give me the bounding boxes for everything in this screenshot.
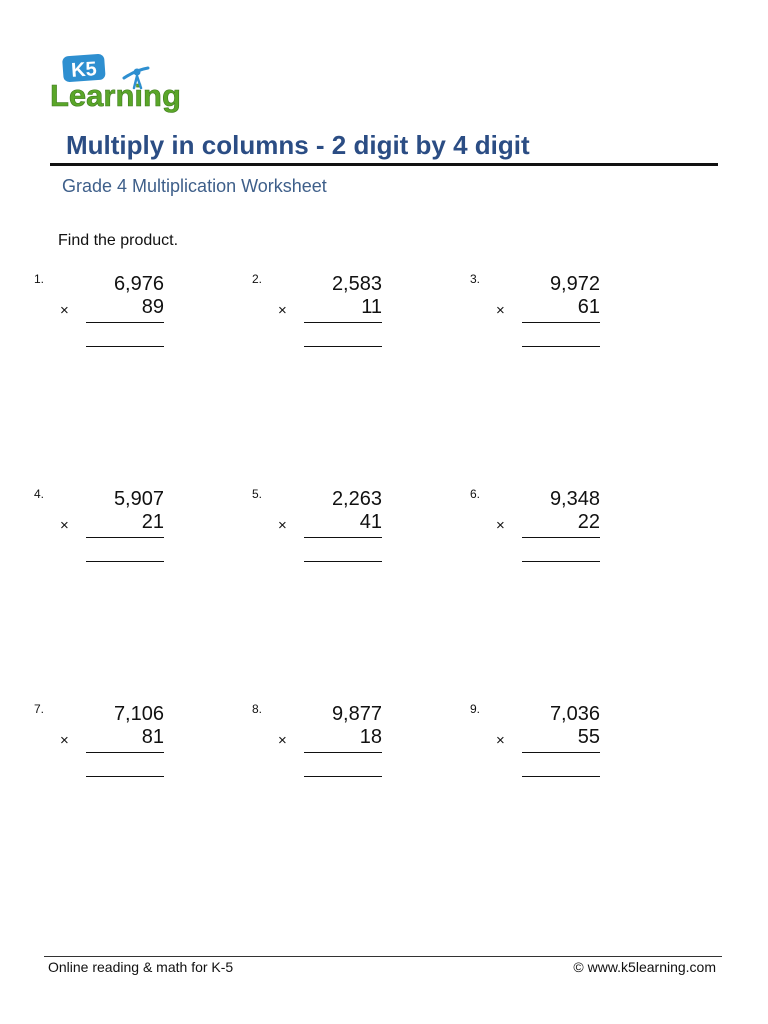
product-line	[86, 752, 164, 753]
footer-website: © www.k5learning.com	[573, 959, 716, 975]
problem-number: 7.	[34, 702, 45, 716]
times-sign: ×	[60, 517, 69, 534]
multiplicand: 7,106	[113, 703, 164, 725]
answer-blank[interactable]	[86, 561, 164, 562]
multiplicand: 9,877	[331, 703, 382, 725]
logo-badge-text: K5	[70, 58, 98, 82]
product-line	[86, 537, 164, 538]
multiplicand: 9,972	[549, 273, 600, 295]
problem-2	[252, 272, 382, 362]
problem-1	[34, 272, 164, 362]
multiplier: 89	[141, 296, 164, 318]
product-line	[304, 752, 382, 753]
title-divider	[50, 163, 718, 166]
problem-number: 6.	[470, 487, 481, 501]
answer-blank[interactable]	[522, 561, 600, 562]
product-line	[522, 752, 600, 753]
problem-5	[252, 487, 382, 577]
multiplicand: 2,263	[331, 488, 382, 510]
answer-blank[interactable]	[522, 776, 600, 777]
k5-learning-logo	[48, 50, 188, 114]
problem-4	[34, 487, 164, 577]
multiplicand: 5,907	[113, 488, 164, 510]
multiplicand: 2,583	[331, 273, 382, 295]
worksheet-title: Multiply in columns - 2 digit by 4 digit	[66, 130, 530, 160]
product-line	[304, 322, 382, 323]
multiplier: 41	[359, 511, 382, 533]
footer-divider	[44, 956, 722, 957]
problem-7	[34, 702, 164, 792]
answer-blank[interactable]	[304, 561, 382, 562]
multiplier: 55	[577, 726, 600, 748]
problem-number: 5.	[252, 487, 263, 501]
problem-number: 8.	[252, 702, 263, 716]
times-sign: ×	[496, 732, 505, 749]
problem-9	[470, 702, 600, 792]
multiplicand: 6,976	[113, 273, 164, 295]
product-line	[522, 322, 600, 323]
worksheet-subtitle: Grade 4 Multiplication Worksheet	[62, 176, 327, 196]
instructions: Find the product.	[58, 232, 179, 249]
problem-number: 2.	[252, 272, 263, 286]
multiplier: 11	[361, 296, 382, 318]
multiplicand: 9,348	[549, 488, 600, 510]
times-sign: ×	[278, 302, 287, 319]
times-sign: ×	[278, 732, 287, 749]
problem-number: 1.	[34, 272, 45, 286]
multiplicand: 7,036	[549, 703, 600, 725]
footer-tagline: Online reading & math for K-5	[48, 959, 234, 975]
problem-number: 9.	[470, 702, 481, 716]
answer-blank[interactable]	[522, 346, 600, 347]
multiplier: 22	[577, 511, 600, 533]
product-line	[86, 322, 164, 323]
times-sign: ×	[496, 302, 505, 319]
problem-6	[470, 487, 600, 577]
logo-wordmark: Learning	[50, 78, 181, 113]
multiplier: 21	[141, 511, 164, 533]
problem-8	[252, 702, 382, 792]
product-line	[522, 537, 600, 538]
problem-3	[470, 272, 600, 362]
multiplier: 18	[359, 726, 382, 748]
times-sign: ×	[60, 302, 69, 319]
answer-blank[interactable]	[86, 776, 164, 777]
answer-blank[interactable]	[304, 776, 382, 777]
multiplier: 81	[141, 726, 164, 748]
problem-number: 3.	[470, 272, 481, 286]
product-line	[304, 537, 382, 538]
answer-blank[interactable]	[86, 346, 164, 347]
problem-number: 4.	[34, 487, 45, 501]
multiplier: 61	[577, 296, 600, 318]
times-sign: ×	[60, 732, 69, 749]
times-sign: ×	[496, 517, 505, 534]
times-sign: ×	[278, 517, 287, 534]
answer-blank[interactable]	[304, 346, 382, 347]
